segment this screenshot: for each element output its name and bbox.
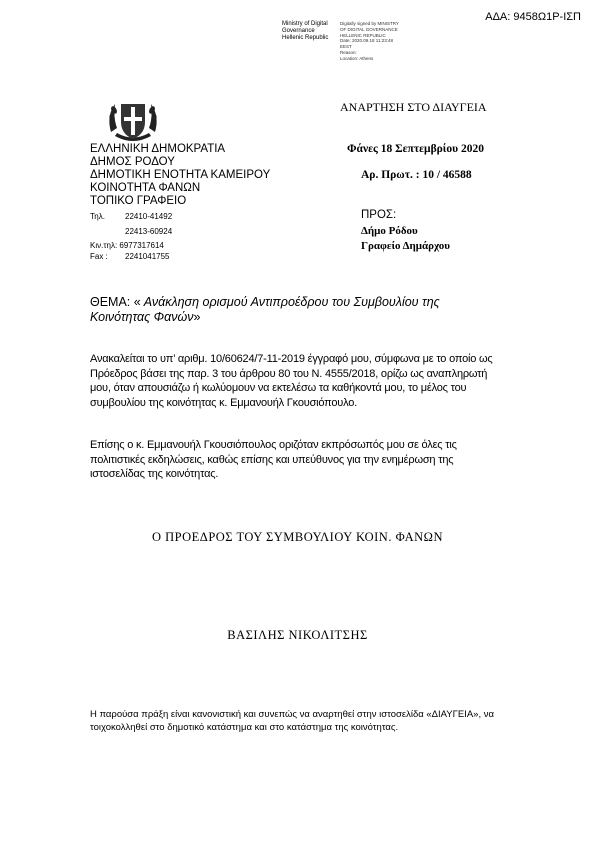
posting-note: ΑΝΑΡΤΗΣΗ ΣΤΟ ΔΙΑΥΓΕΙΑ (340, 100, 487, 114)
signature-issuer-line: Hellenic Republic (282, 35, 329, 41)
org-line: ΤΟΠΙΚΟ ΓΡΑΦΕΙΟ (90, 195, 187, 207)
contact-value: 22413-60924 (125, 227, 173, 236)
contact-value: 2241041755 (125, 252, 170, 261)
signature-detail-line: Digitally signed by MINISTRY (340, 21, 399, 26)
protocol-number: Αρ. Πρωτ. : 10 / 46588 (361, 169, 472, 181)
coat-of-arms-graphic (105, 92, 161, 148)
signature-issuer-line: Governance (282, 28, 315, 34)
recipient-line: Δήμο Ρόδου (361, 225, 418, 237)
body-paragraph: Επίσης ο κ. Εμμανουήλ Γκουσιόπουλος οριζόταν εκπρόσωπός μου σε όλες τις πολιτιστικές εκδηλώσεις, καθώς επίσης και υπεύθυνος για την ενημέρωση της ιστοσελίδας της κοινότητας. (90, 439, 457, 480)
signature-detail-line: HELLENIC REPUBLIC (340, 32, 386, 38)
signature-detail-line: EEST (340, 44, 352, 50)
subject-prefix: ΘΕΜΑ: « (90, 295, 141, 309)
subject-suffix: » (193, 310, 201, 324)
body-paragraph: Ανακαλείται το υπ’ αριθμ. 10/60624/7-11-2019 έγγραφό μου, σύμφωνα με το οποίο ως Πρόεδρος βάσει της παρ. 3 του άρθρου 80 του Ν. 4555/2018, ορίζω ως αναπληρωτή μου, όταν απουσιάζω ή κωλύομουν να εκτελέσω τα καθήκοντά μου, το μέλος του συμβουλίου της κοινότητας κ. Εμμανουήλ Γκουσιόπουλο. (90, 353, 493, 409)
document-date: Φάνες 18 Σεπτεμβρίου 2020 (347, 143, 484, 155)
subject-line (90, 295, 500, 325)
org-line: ΔΗΜΟΣ ΡΟΔΟΥ (90, 156, 175, 168)
org-line: ΚΟΙΝΟΤΗΤΑ ΦΑΝΩΝ (90, 182, 201, 194)
recipient-line: Γραφείο Δημάρχου (361, 240, 451, 252)
signature-details (340, 21, 399, 62)
contact-value: 22410-41492 (125, 212, 173, 221)
signatory-title: Ο ΠΡΟΕΔΡΟΣ ΤΟΥ ΣΥΜΒΟΥΛΙΟΥ ΚΟΙΝ. ΦΑΝΩΝ (152, 530, 443, 544)
signature-detail-line: Reason: (340, 49, 357, 55)
subject-text: Ανάκληση ορισμού Αντιπροέδρου του Συμβουλίου της Κοινότητας Φανών (90, 295, 440, 324)
recipient-label: ΠΡΟΣ: (361, 209, 397, 221)
signature-issuer-line: Ministry of Digital (282, 21, 328, 27)
footer-note: Η παρούσα πράξη είναι κανονιστική και συνεπώς να αναρτηθεί στην ιστοσελίδα «ΔΙΑΥΓΕΙΑ», να τοιχοκολληθεί στο δημοτικό κατάστημα και στο κατάστημα της κοινότητας. (90, 709, 494, 733)
signature-detail-line: OF DIGITAL GOVERNANCE (340, 26, 398, 32)
org-line: ΔΗΜΟΤΙΚΗ ΕΝΟΤΗΤΑ ΚΑΜΕΙΡΟΥ (90, 169, 271, 181)
contact-label: Τηλ. (90, 212, 105, 221)
contact-label: Κιν.τηλ: 6977317614 (90, 241, 164, 250)
contact-label: Fax : (90, 252, 108, 261)
signatory-name: ΒΑΣΙΛΗΣ ΝΙΚΟΛΙΤΣΗΣ (227, 628, 368, 642)
org-line: ΕΛΛΗΝΙΚΗ ΔΗΜΟΚΡΑΤΙΑ (90, 143, 226, 155)
signature-issuer (282, 21, 328, 42)
greek-coat-of-arms-icon (105, 92, 161, 148)
ada-code: ΑΔΑ: 9458Ω1Ρ-ΙΣΠ (485, 11, 581, 23)
signature-detail-line: Date: 2020.09.18 11:23:48 (340, 38, 393, 44)
signature-detail-line: Location: Athens (340, 55, 374, 61)
